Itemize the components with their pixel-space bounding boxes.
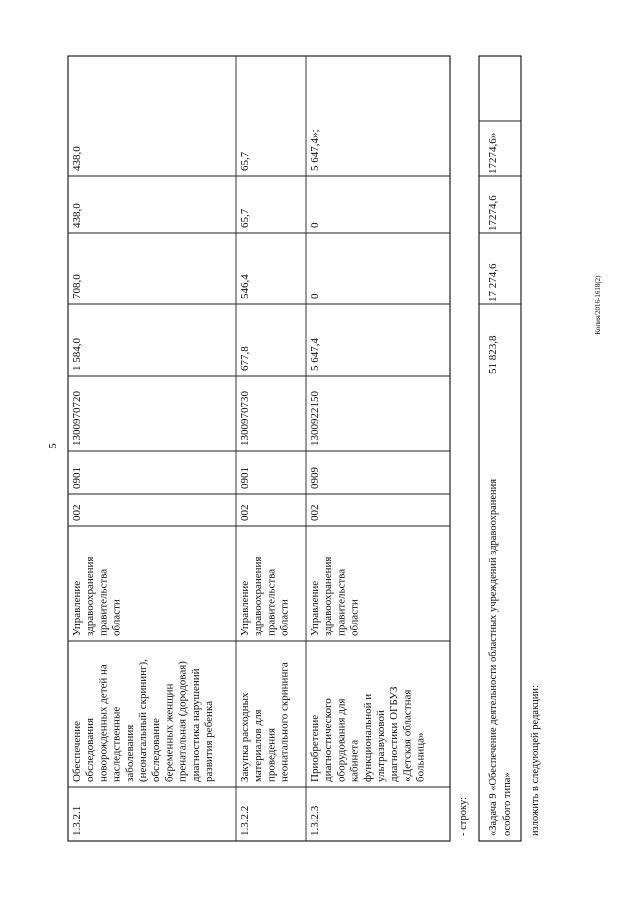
task-row-year1: 17 274,6 bbox=[487, 263, 499, 302]
row-executor-line: правительства bbox=[97, 568, 110, 636]
row-executor-line: здравоохранения bbox=[84, 556, 97, 636]
row-section: 0901 bbox=[71, 467, 83, 489]
row-target-article: 1300922150 bbox=[309, 391, 321, 446]
row-name-line: новорожденных детей на bbox=[97, 664, 110, 782]
row-name-line: функциональной и bbox=[361, 693, 374, 782]
task-row-total: 51 823,8 bbox=[487, 335, 499, 374]
row-name-line: заболевания bbox=[123, 724, 136, 782]
task-row-year3: 17274,6» bbox=[487, 132, 499, 174]
row-executor-line: Управление bbox=[309, 580, 321, 636]
row-year1: 0 bbox=[309, 293, 321, 299]
row-year2: 438,0 bbox=[71, 203, 83, 228]
row-code: 1.3.2.1 bbox=[71, 805, 83, 836]
row-name-line: больница» bbox=[414, 732, 427, 782]
row-year3: 438,0 bbox=[71, 146, 83, 171]
row-executor-line: области bbox=[278, 599, 291, 636]
row-name-line: проведения bbox=[265, 727, 278, 782]
row-name-line: наследственные bbox=[110, 706, 123, 782]
side-registration-label: Копия/2016-1618(2) bbox=[594, 275, 602, 335]
edit-note: изложить в следующей редакции: bbox=[530, 685, 541, 836]
row-executor-line: Управление bbox=[71, 580, 83, 636]
row-name-line: ультразвуковой bbox=[375, 710, 387, 782]
row-section: 0909 bbox=[309, 467, 321, 489]
row-name-line: беременных женщин bbox=[163, 683, 176, 782]
row-name-line: Приобретение bbox=[309, 714, 321, 782]
row-year2: 0 bbox=[309, 222, 321, 228]
row-year1: 546,4 bbox=[239, 274, 251, 299]
page-number: 5 bbox=[47, 443, 59, 449]
row-name-line: Закупка расходных bbox=[239, 692, 251, 782]
row-executor-line: области bbox=[110, 599, 123, 636]
row-year3: 5 647,4»; bbox=[309, 129, 321, 171]
row-total: 5 647,4 bbox=[309, 338, 321, 371]
row-target-article: 1300970730 bbox=[239, 391, 251, 446]
row-total: 677,8 bbox=[239, 346, 251, 371]
row-executor-line: правительства bbox=[335, 568, 348, 636]
task-row-label-line1: «Задача 9 «Обеспечение деятельности областных учреждений здравоохранения bbox=[488, 478, 499, 836]
row-grbs: 002 bbox=[309, 504, 321, 521]
row-total: 1 584,0 bbox=[71, 338, 83, 371]
row-name-line: диагностика нарушений bbox=[189, 668, 202, 782]
row-name-line: неонатального скрининга bbox=[278, 662, 291, 782]
task-row-year2: 17274,6 bbox=[487, 195, 499, 231]
row-name-line: материалов для bbox=[252, 709, 265, 782]
row-name-line: «Детская областная bbox=[401, 689, 414, 782]
row-executor-line: здравоохранения bbox=[322, 556, 335, 636]
row-executor-line: правительства bbox=[265, 568, 278, 636]
row-name-line: развития ребенка bbox=[203, 701, 215, 782]
task-row-border bbox=[479, 56, 521, 841]
row-name-line: диагностики ОГБУЗ bbox=[388, 686, 401, 782]
row-section: 0901 bbox=[239, 467, 251, 489]
task-row-label-line2: особого типа» bbox=[502, 772, 513, 836]
row-year1: 708,0 bbox=[71, 274, 83, 299]
row-code: 1.3.2.2 bbox=[239, 805, 251, 836]
row-name-line: диагностического bbox=[322, 698, 335, 782]
row-name-line: Обеспечение bbox=[71, 721, 83, 782]
row-target-article: 1300970720 bbox=[71, 391, 83, 446]
row-executor-line: Управление bbox=[239, 580, 251, 636]
row-executor-line: здравоохранения bbox=[252, 556, 265, 636]
row-grbs: 002 bbox=[71, 504, 83, 521]
table-cells bbox=[71, 129, 427, 836]
row-year3: 65,7 bbox=[239, 151, 251, 171]
row-name-line: оборудования для bbox=[335, 698, 348, 782]
row-name-line: кабинета bbox=[348, 739, 361, 782]
row-code: 1.3.2.3 bbox=[309, 805, 321, 836]
row-name-line: (неонатальный скрининг), bbox=[137, 659, 149, 782]
row-executor-line: области bbox=[348, 599, 361, 636]
row-name-line: обследования bbox=[84, 717, 97, 782]
row-year2: 65,7 bbox=[239, 208, 251, 228]
row-name-line: обследование bbox=[150, 718, 163, 782]
row-grbs: 002 bbox=[239, 504, 251, 521]
task-row-table bbox=[479, 56, 521, 841]
row-name-line: пренатальная (дородовая) bbox=[176, 661, 189, 782]
stroke-intro: - строку: bbox=[458, 797, 469, 836]
